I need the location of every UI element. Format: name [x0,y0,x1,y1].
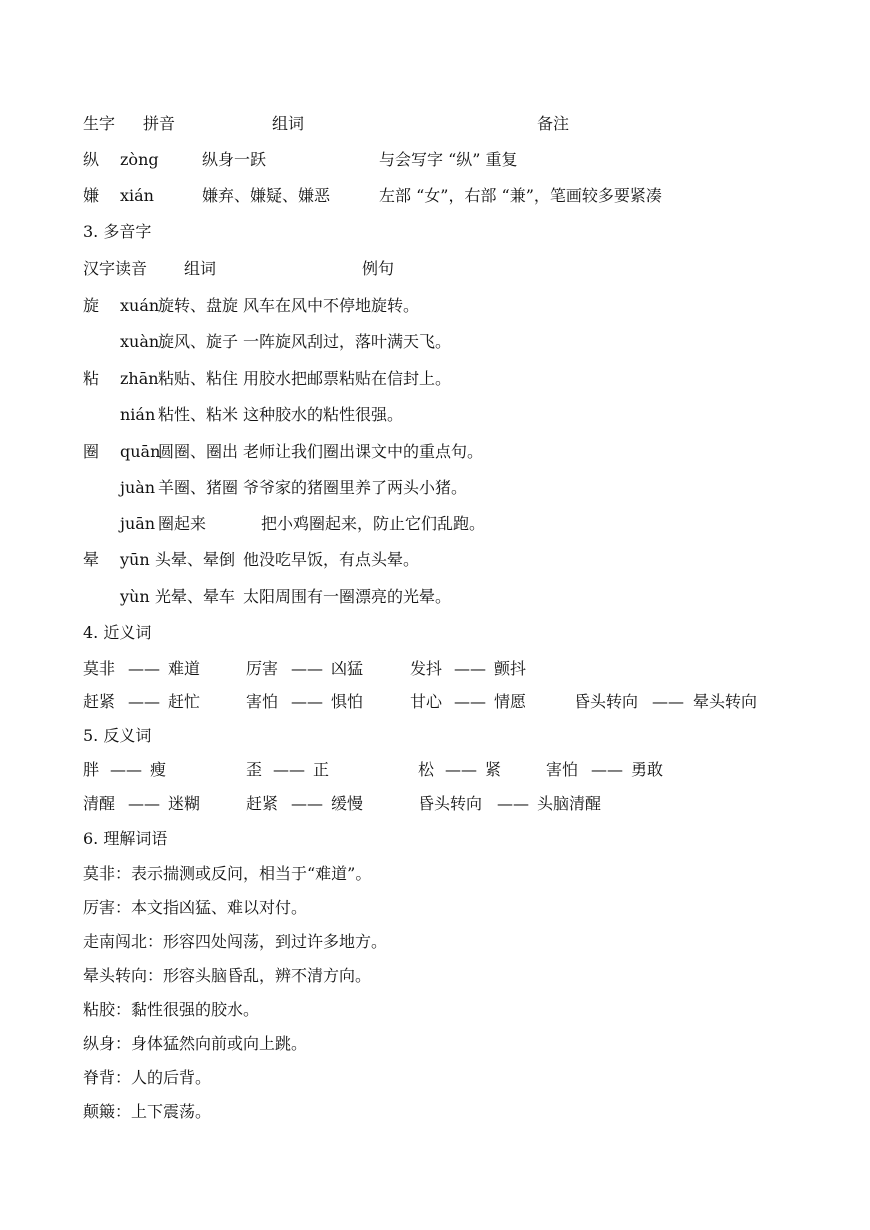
word-b: 凶猛 [331,659,364,678]
words: 嫌弃、嫌疑、嫌恶 [202,186,331,205]
word-a: 赶紧 [83,692,116,711]
definition-item: 脊背：人的后背。 [83,1068,212,1087]
section-title-antonyms: 5. 反义词 [83,726,152,745]
example-sentence: 太阳周围有一圈漂亮的光晕。 [243,587,452,606]
word-b: 情愿 [494,692,527,711]
definition-item: 莫非：表示揣测或反问，相当于“难道”。 [83,864,372,883]
dash-separator: —— [445,760,477,779]
word-b: 勇敢 [631,760,664,779]
word-a: 莫非 [83,659,116,678]
dash-separator: —— [652,692,684,711]
words: 光晕、晕车 [155,587,236,606]
word-b: 紧 [485,760,502,779]
word-b: 头脑清醒 [537,794,602,813]
example-sentence: 他没吃早饭，有点头晕。 [243,550,420,569]
pinyin: yùn [120,587,150,606]
words: 头晕、晕倒 [155,550,236,569]
example-sentence: 风车在风中不停地旋转。 [243,296,420,315]
pinyin: xuán [120,296,160,315]
dash-separator: —— [291,692,323,711]
char: 晕 [83,550,100,569]
word-b: 赶忙 [168,692,201,711]
section-title-polyphonic: 3. 多音字 [83,222,152,241]
notes: 与会写字 “纵” 重复 [379,150,518,169]
definition-item: 颠簸：上下震荡。 [83,1102,212,1121]
pinyin: nián [120,405,156,424]
word-a: 昏头转向 [574,692,639,711]
example-sentence: 老师让我们圈出课文中的重点句。 [243,442,484,461]
definition-item: 厉害：本文指凶猛、难以对付。 [83,898,308,917]
words: 圆圈、圈出 [158,442,239,461]
word-a: 害怕 [546,760,579,779]
dash-separator: —— [128,659,160,678]
example-sentence: 把小鸡圈起来，防止它们乱跑。 [261,514,486,533]
pinyin: quān [120,442,161,461]
col-header-char: 生字 [83,114,116,133]
dash-separator: —— [110,760,142,779]
word-b: 惧怕 [331,692,364,711]
pinyin: zòng [120,150,159,169]
word-a: 松 [418,760,435,779]
word-a: 昏头转向 [418,794,483,813]
section-title-synonyms: 4. 近义词 [83,623,152,642]
definition-item: 晕头转向：形容头脑昏乱，辨不清方向。 [83,966,372,985]
word-b: 晕头转向 [693,692,758,711]
dash-separator: —— [454,692,486,711]
example-sentence: 一阵旋风刮过，落叶满天飞。 [243,332,452,351]
word-a: 清醒 [83,794,116,813]
dash-separator: —— [497,794,529,813]
pinyin: juàn [120,478,156,497]
example-sentence: 用胶水把邮票粘贴在信封上。 [243,369,452,388]
word-b: 难道 [168,659,201,678]
char: 纵 [83,150,100,169]
definition-item: 粘胶：黏性很强的胶水。 [83,1000,260,1019]
col-header-words: 组词 [272,114,305,133]
definition-item: 走南闯北：形容四处闯荡，到过许多地方。 [83,932,388,951]
word-b: 颤抖 [494,659,527,678]
dash-separator: —— [273,760,305,779]
definition-item: 纵身：身体猛然向前或向上跳。 [83,1034,308,1053]
dash-separator: —— [291,794,323,813]
words: 圈起来 [158,514,207,533]
words: 粘贴、粘住 [158,369,239,388]
char: 旋 [83,296,100,315]
dash-separator: —— [454,659,486,678]
word-a: 甘心 [410,692,443,711]
char: 圈 [83,442,100,461]
pinyin: juān [120,514,156,533]
word-b: 缓慢 [331,794,364,813]
char: 嫌 [83,186,100,205]
dash-separator: —— [128,692,160,711]
word-a: 赶紧 [246,794,279,813]
dash-separator: —— [128,794,160,813]
col-header-char-pinyin: 汉字读音 [83,259,148,278]
words: 旋转、盘旋 [158,296,239,315]
section-title-understanding: 6. 理解词语 [83,829,168,848]
word-b: 正 [313,760,330,779]
words: 粘性、粘米 [158,405,239,424]
pinyin: zhān [120,369,159,388]
words: 纵身一跃 [202,150,267,169]
pinyin: xián [120,186,154,205]
dash-separator: —— [591,760,623,779]
word-a: 害怕 [246,692,279,711]
char: 粘 [83,369,100,388]
dash-separator: —— [291,659,323,678]
words: 旋风、旋子 [158,332,239,351]
words: 羊圈、猪圈 [158,478,239,497]
word-a: 胖 [83,760,100,779]
example-sentence: 这种胶水的粘性很强。 [243,405,404,424]
example-sentence: 爷爷家的猪圈里养了两头小猪。 [243,478,468,497]
col-header-words: 组词 [184,259,217,278]
word-b: 迷糊 [168,794,201,813]
word-a: 发抖 [410,659,443,678]
col-header-notes: 备注 [537,114,570,133]
word-a: 歪 [246,760,263,779]
word-a: 厉害 [246,659,279,678]
notes: 左部 “女”，右部 “兼”，笔画较多要紧凑 [379,186,662,205]
col-header-pinyin: 拼音 [143,114,176,133]
pinyin: xuàn [120,332,160,351]
col-header-example: 例句 [362,259,395,278]
word-b: 瘦 [150,760,167,779]
pinyin: yūn [120,550,150,569]
